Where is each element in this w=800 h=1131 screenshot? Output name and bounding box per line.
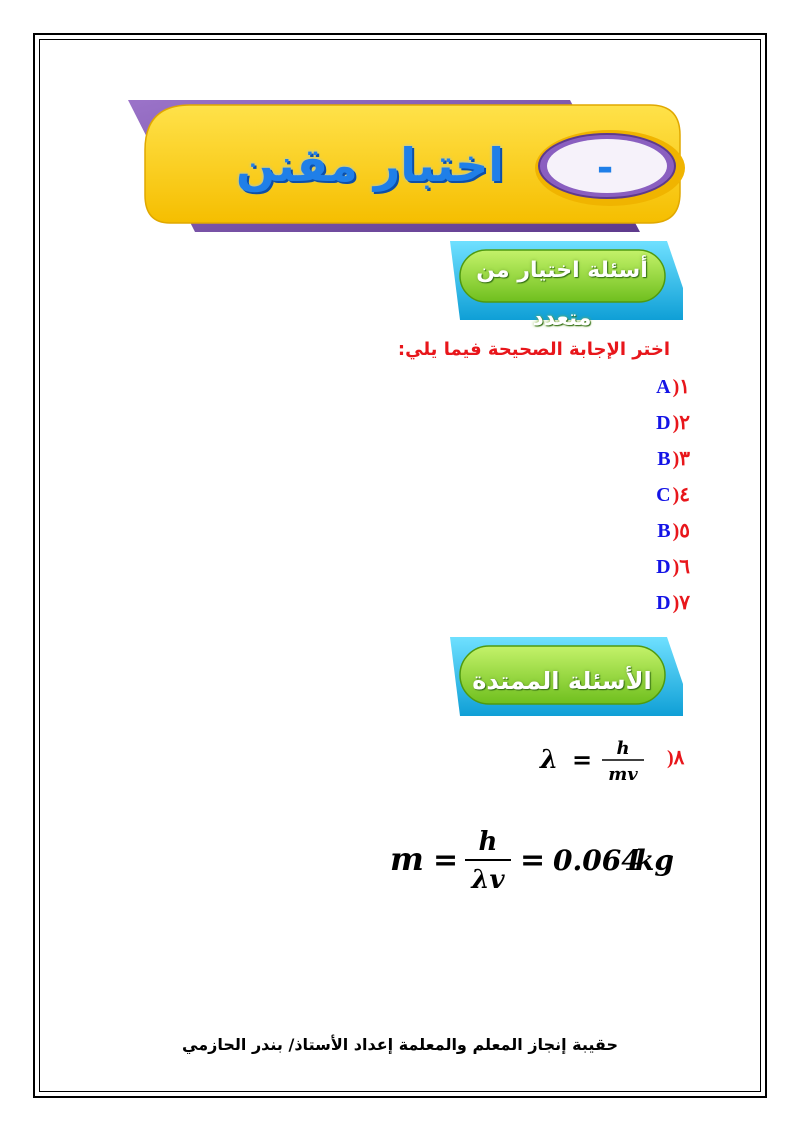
eq2-lhs: m (390, 840, 424, 878)
answer-item: D )٢ (656, 412, 690, 434)
answer-letter: B (657, 520, 671, 542)
svg-text:=: = (572, 745, 593, 774)
answer-item: C )٤ (656, 484, 690, 506)
answer-number: ٣ (679, 448, 690, 470)
page-footer: حقيبة إنجاز المعلم والمعلمة إعداد الأستاذ/ بندر الحازمي (182, 1035, 618, 1054)
answer-letter: A (656, 376, 671, 398)
eq2-denominator: λv (471, 865, 505, 895)
answer-number: ٥ (679, 520, 690, 542)
answer-letter: B (657, 448, 671, 470)
instruction-text: اختر الإجابة الصحيحة فيما يلي: (397, 339, 670, 360)
page-title: اختبار مقنن (235, 138, 504, 192)
answer-letter: D (656, 556, 671, 578)
answer-item: B )٥ (657, 520, 690, 542)
answer-number: ٢ (679, 412, 690, 434)
answer-number: ٤ (679, 484, 690, 506)
answer-list (560, 374, 690, 626)
answer-number: ٧ (679, 592, 690, 614)
answer-letter: D (656, 592, 671, 614)
question-number: )٨ (667, 747, 685, 769)
eq1-denominator: mv (608, 764, 638, 785)
answer-number: ٦ (679, 556, 690, 578)
answer-letter: D (656, 412, 671, 434)
equation-mass (385, 820, 675, 900)
title-badge: - (596, 145, 614, 191)
equation-wavelength (520, 730, 690, 790)
eq2-numerator: h (478, 827, 498, 857)
answer-item: D )٦ (656, 556, 690, 578)
section-label-mcq: أسئلة اختيار من متعدد (476, 258, 648, 331)
eq1-lhs: λ (540, 745, 559, 775)
eq2-unit: kg (635, 844, 674, 877)
svg-text:=: = (433, 843, 459, 878)
eq1-numerator: h (616, 738, 630, 759)
eq2-result: 0.064 (553, 844, 641, 877)
answer-number: ١ (679, 376, 690, 398)
answer-item: A )١ (656, 376, 690, 398)
answer-letter: C (656, 484, 671, 506)
svg-text:=: = (520, 843, 546, 878)
section-label-extended: الأسئلة الممتدة (472, 667, 652, 695)
answer-item: B )٣ (657, 448, 690, 470)
answer-item: D )٧ (656, 592, 690, 614)
